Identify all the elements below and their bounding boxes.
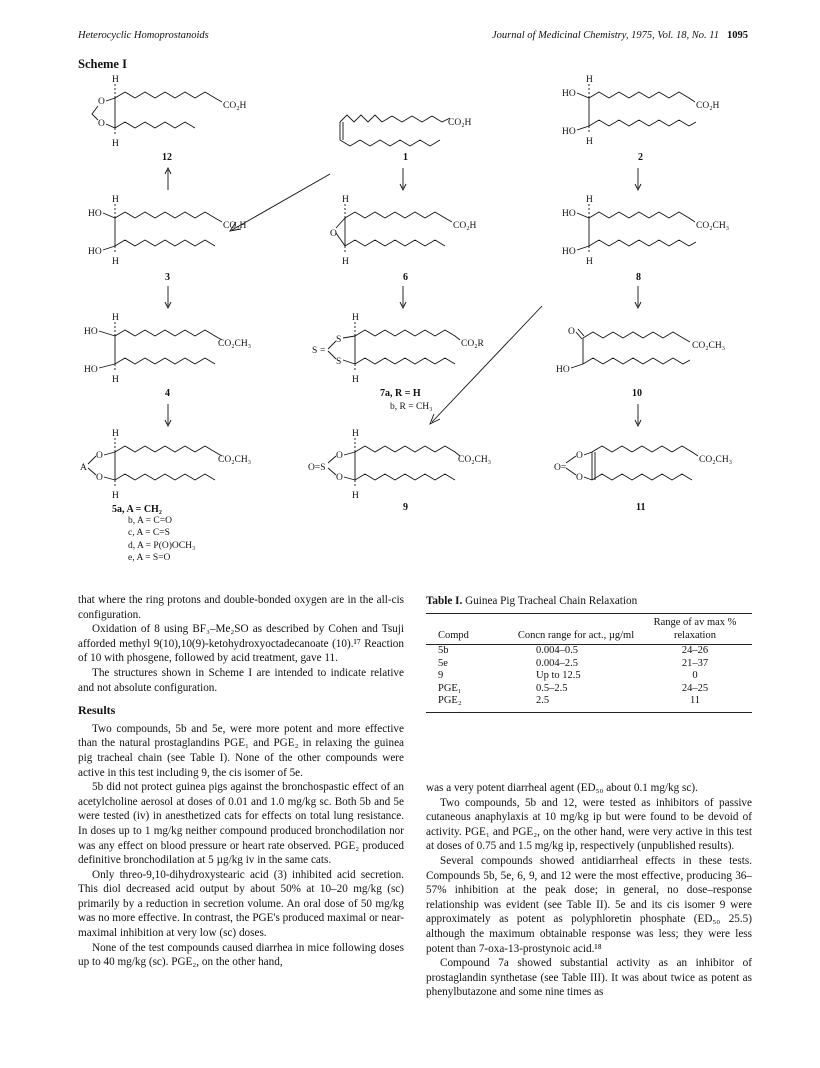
column-header: Range of av max % relaxation — [653, 617, 737, 641]
atom-label: S — [312, 346, 318, 356]
atom-label: O — [98, 119, 105, 129]
compound-5-variants — [128, 515, 195, 564]
atom-label: O — [336, 473, 343, 483]
compound-variant-label: b, R = CH₃ — [390, 402, 433, 412]
compound-number: 1 — [403, 152, 408, 163]
atom-label: H — [586, 75, 593, 85]
journal-citation: Journal of Medicinal Chemistry, 1975, Vol. 18, No. 11 — [491, 30, 719, 41]
section-heading-results: Results — [78, 703, 116, 718]
compound-number: 11 — [636, 502, 646, 513]
left-column — [78, 593, 404, 970]
atom-label: O — [96, 451, 103, 461]
cell: 0 — [692, 670, 698, 682]
running-header-journal — [492, 30, 748, 41]
page-number: 1095 — [727, 30, 748, 41]
compound-8-structure — [562, 195, 729, 283]
paragraph: Compound 7a showed substantial activity as an inhibitor of prostaglandin synthetase (see Table III). It was about twice as potent as phenylbutazone and some nine times as — [426, 957, 752, 999]
atom-label: H — [112, 257, 119, 267]
table-title: Guinea Pig Tracheal Chain Relaxation — [465, 595, 638, 607]
cell: 24–26 — [681, 645, 709, 656]
atom-label: A — [80, 463, 87, 473]
variant-5d: d, A = P(O)OCH₃ — [128, 540, 196, 551]
atom-label: HO — [562, 209, 576, 219]
atom-label: O — [96, 473, 103, 483]
compound-number: 12 — [162, 152, 172, 163]
atom-label: HO — [84, 327, 98, 337]
compound-5-structure — [80, 429, 251, 501]
atom-label: S — [336, 357, 342, 367]
atom-label: H — [352, 491, 359, 501]
compound-number: 4 — [165, 388, 170, 399]
table-label: Table I. — [426, 595, 463, 607]
compound-number: 2 — [638, 152, 643, 163]
atom-label: H — [342, 195, 349, 205]
reaction-scheme — [0, 70, 820, 520]
paragraph: None of the test compounds caused diarrhea in mice following doses up to 40 mg/kg (sc). PGE₂, on the other hand, — [78, 941, 404, 969]
compound-number: 5a, A = CH₂ — [112, 504, 162, 515]
variant-5c: c, A = C=S — [128, 528, 170, 539]
cell: 21–37 — [681, 657, 709, 669]
atom-label: O — [336, 451, 343, 461]
atom-label: HO — [88, 247, 102, 257]
paragraph: Two compounds, 5b and 12, were tested as inhibitors of passive cutaneous anaphylaxis at 10 mg/kg ip but were found to be devoid of activity. PGE₁ and PGE₂, on the other hand, were very active in this test at doses of 0.75 and 1.5 mg/kg ip, respectively (unpublished results). — [426, 796, 752, 853]
atom-label: HO — [556, 365, 570, 375]
group-label: CO₂H — [453, 221, 477, 231]
atom-label: O — [576, 451, 583, 461]
cell: 5e — [438, 657, 448, 669]
atom-label: HO — [562, 127, 576, 137]
table-row — [426, 695, 752, 712]
paragraph: Several compounds showed antidiarrheal effects in these tests. Compounds 5b, 5e, 6, 9, and 12 were the most effective, producing 36–57% inhibition at the peak dose; in general, no dose–response relationship was evident (see Table II). 5e and its cis isomer 9 were approximately as potent as polyphloretin phosphate (ED₅₀ 25.5) although the maximum obtainable response was less; they were less potent than 7-oxa-13-prostynoic acid.¹⁸ — [426, 854, 752, 955]
cell: PGE₁ — [438, 682, 462, 694]
atom-label: H — [112, 139, 119, 149]
group-label: CO₂CH₃ — [218, 339, 252, 349]
table-row — [426, 658, 752, 671]
compound-number: 6 — [403, 272, 408, 283]
compound-12-structure — [92, 75, 247, 163]
atom-label: H — [112, 313, 119, 323]
relaxation-table — [426, 613, 752, 713]
atom-label: O — [576, 473, 583, 483]
compound-11-structure — [554, 446, 732, 513]
group-label: CO₂R — [461, 339, 484, 349]
cell: PGE₂ — [438, 695, 462, 707]
atom-label: H — [586, 257, 593, 267]
paragraph: The structures shown in Scheme I are intended to indicate relative and not absolute configuration. — [78, 666, 404, 694]
paragraph: 5b did not protect guinea pigs against the bronchospastic effect of an acetylcholine aerosol at doses of 0.01 and 1.0 mg/kg sc. Both 5b and 5e were tested (iv) in anesthetized cats for effects on total lung resistance. In doses up to 1 mg/kg neither compound produced bronchodilation nor was any effect on blood pressure or heart rate observed. PGE₂ produced definitive bronchodilation at 5 µg/kg iv in the same cats. — [78, 781, 404, 867]
compound-number: 10 — [632, 388, 642, 399]
cell: 5b — [438, 645, 449, 656]
atom-label: O — [98, 97, 105, 107]
group-label: CO₂CH₃ — [692, 341, 726, 351]
compound-6-structure — [330, 195, 477, 283]
atom-label: H — [342, 257, 349, 267]
table-row — [426, 683, 752, 696]
paragraph: that where the ring protons and double-bonded oxygen are in the all-cis configuration. — [78, 594, 404, 621]
atom-label: O= — [554, 463, 567, 473]
column-header: Concn range for act., µg/ml — [517, 630, 635, 641]
table-row — [426, 645, 752, 658]
compound-number: 7a, R = H — [380, 388, 421, 399]
atom-label: H — [112, 375, 119, 385]
group-label: CO₂CH₃ — [218, 455, 252, 465]
group-label: CO₂H — [223, 221, 247, 231]
compound-1-structure — [340, 115, 472, 163]
paragraph: Oxidation of 8 using BF₃–Me₂SO as described by Cohen and Tsuji afforded methyl 9(10),10(9)-ketohydroxyoctadecanoate (10).¹⁷ Reaction of 10 with phosgene, followed by acid treatment, gave 11. — [78, 623, 404, 665]
group-label: CO₂CH₃ — [458, 455, 492, 465]
atom-label: H — [352, 313, 359, 323]
group-label: CO₂CH₃ — [699, 455, 733, 465]
compound-number: 9 — [403, 502, 408, 513]
compound-9-structure — [308, 429, 491, 513]
table-1 — [426, 595, 752, 713]
cell: 2.5 — [536, 695, 550, 707]
group-label: CO₂H — [696, 101, 720, 111]
compound-number: 3 — [165, 272, 170, 283]
atom-label: HO — [562, 89, 576, 99]
paragraph: Two compounds, 5b and 5e, were more potent and more effective than the natural prostaglandins PGE₁ and PGE₂ in relaxing the guinea pig tracheal chain (see Table I). None of the other compounds were active in this test including 9, the cis isomer of 5e. — [78, 722, 404, 779]
compound-number: 8 — [636, 272, 641, 283]
atom-label: O — [330, 229, 337, 239]
cell: 0.5–2.5 — [536, 682, 568, 694]
table-header-row — [426, 614, 752, 645]
atom-label: = — [320, 346, 326, 356]
table-caption — [426, 595, 752, 607]
compound-2-structure — [562, 75, 720, 163]
compound-4-structure — [84, 313, 251, 399]
variant-5e: e, A = S=O — [128, 552, 171, 563]
atom-label: S — [336, 335, 342, 345]
atom-label: H — [112, 75, 119, 85]
right-column — [426, 781, 752, 1000]
cell: 0.004–2.5 — [536, 657, 578, 669]
paragraph: Only threo-9,10-dihydroxystearic acid (3) inhibited acid secretion. This diol decreased acid output by about 50% at 10–20 mg/kg (sc) primarily by a reduction in secretion volume. An oral dose of 50 mg/kg was no more effective. In contrast, the PGE's produced maximal or near-maximal inhibition at very low (sc) doses. — [78, 868, 404, 940]
table-row — [426, 670, 752, 683]
cell: 11 — [689, 695, 701, 707]
compound-3-structure — [88, 195, 247, 283]
compound-10-structure — [556, 327, 725, 399]
atom-label: H — [352, 429, 359, 439]
atom-label: H — [112, 429, 119, 439]
group-label: CO₂H — [448, 118, 472, 128]
atom-label: HO — [84, 365, 98, 375]
scheme-title: Scheme I — [78, 57, 127, 71]
running-header-title: Heterocyclic Homoprostanoids — [78, 30, 209, 41]
column-header: Compd — [438, 630, 469, 641]
atom-label: HO — [88, 209, 102, 219]
cell: Up to 12.5 — [536, 670, 581, 682]
variant-5b: b, A = C=O — [128, 516, 172, 526]
atom-label: H — [586, 195, 593, 205]
cell: 0.004–0.5 — [536, 645, 578, 656]
atom-label: O=S — [308, 463, 326, 473]
compound-7-structure — [312, 313, 485, 412]
atom-label: H — [586, 137, 593, 147]
atom-label: H — [112, 195, 119, 205]
paragraph: was a very potent diarrheal agent (ED₅₀ about 0.1 mg/kg sc). — [426, 782, 698, 794]
group-label: CO₂CH₃ — [696, 221, 730, 231]
atom-label: HO — [562, 247, 576, 257]
atom-label: O — [568, 327, 575, 337]
group-label: CO₂H — [223, 101, 247, 111]
atom-label: H — [352, 375, 359, 385]
cell: 24–25 — [681, 682, 709, 694]
atom-label: H — [112, 491, 119, 501]
cell: 9 — [438, 670, 444, 682]
